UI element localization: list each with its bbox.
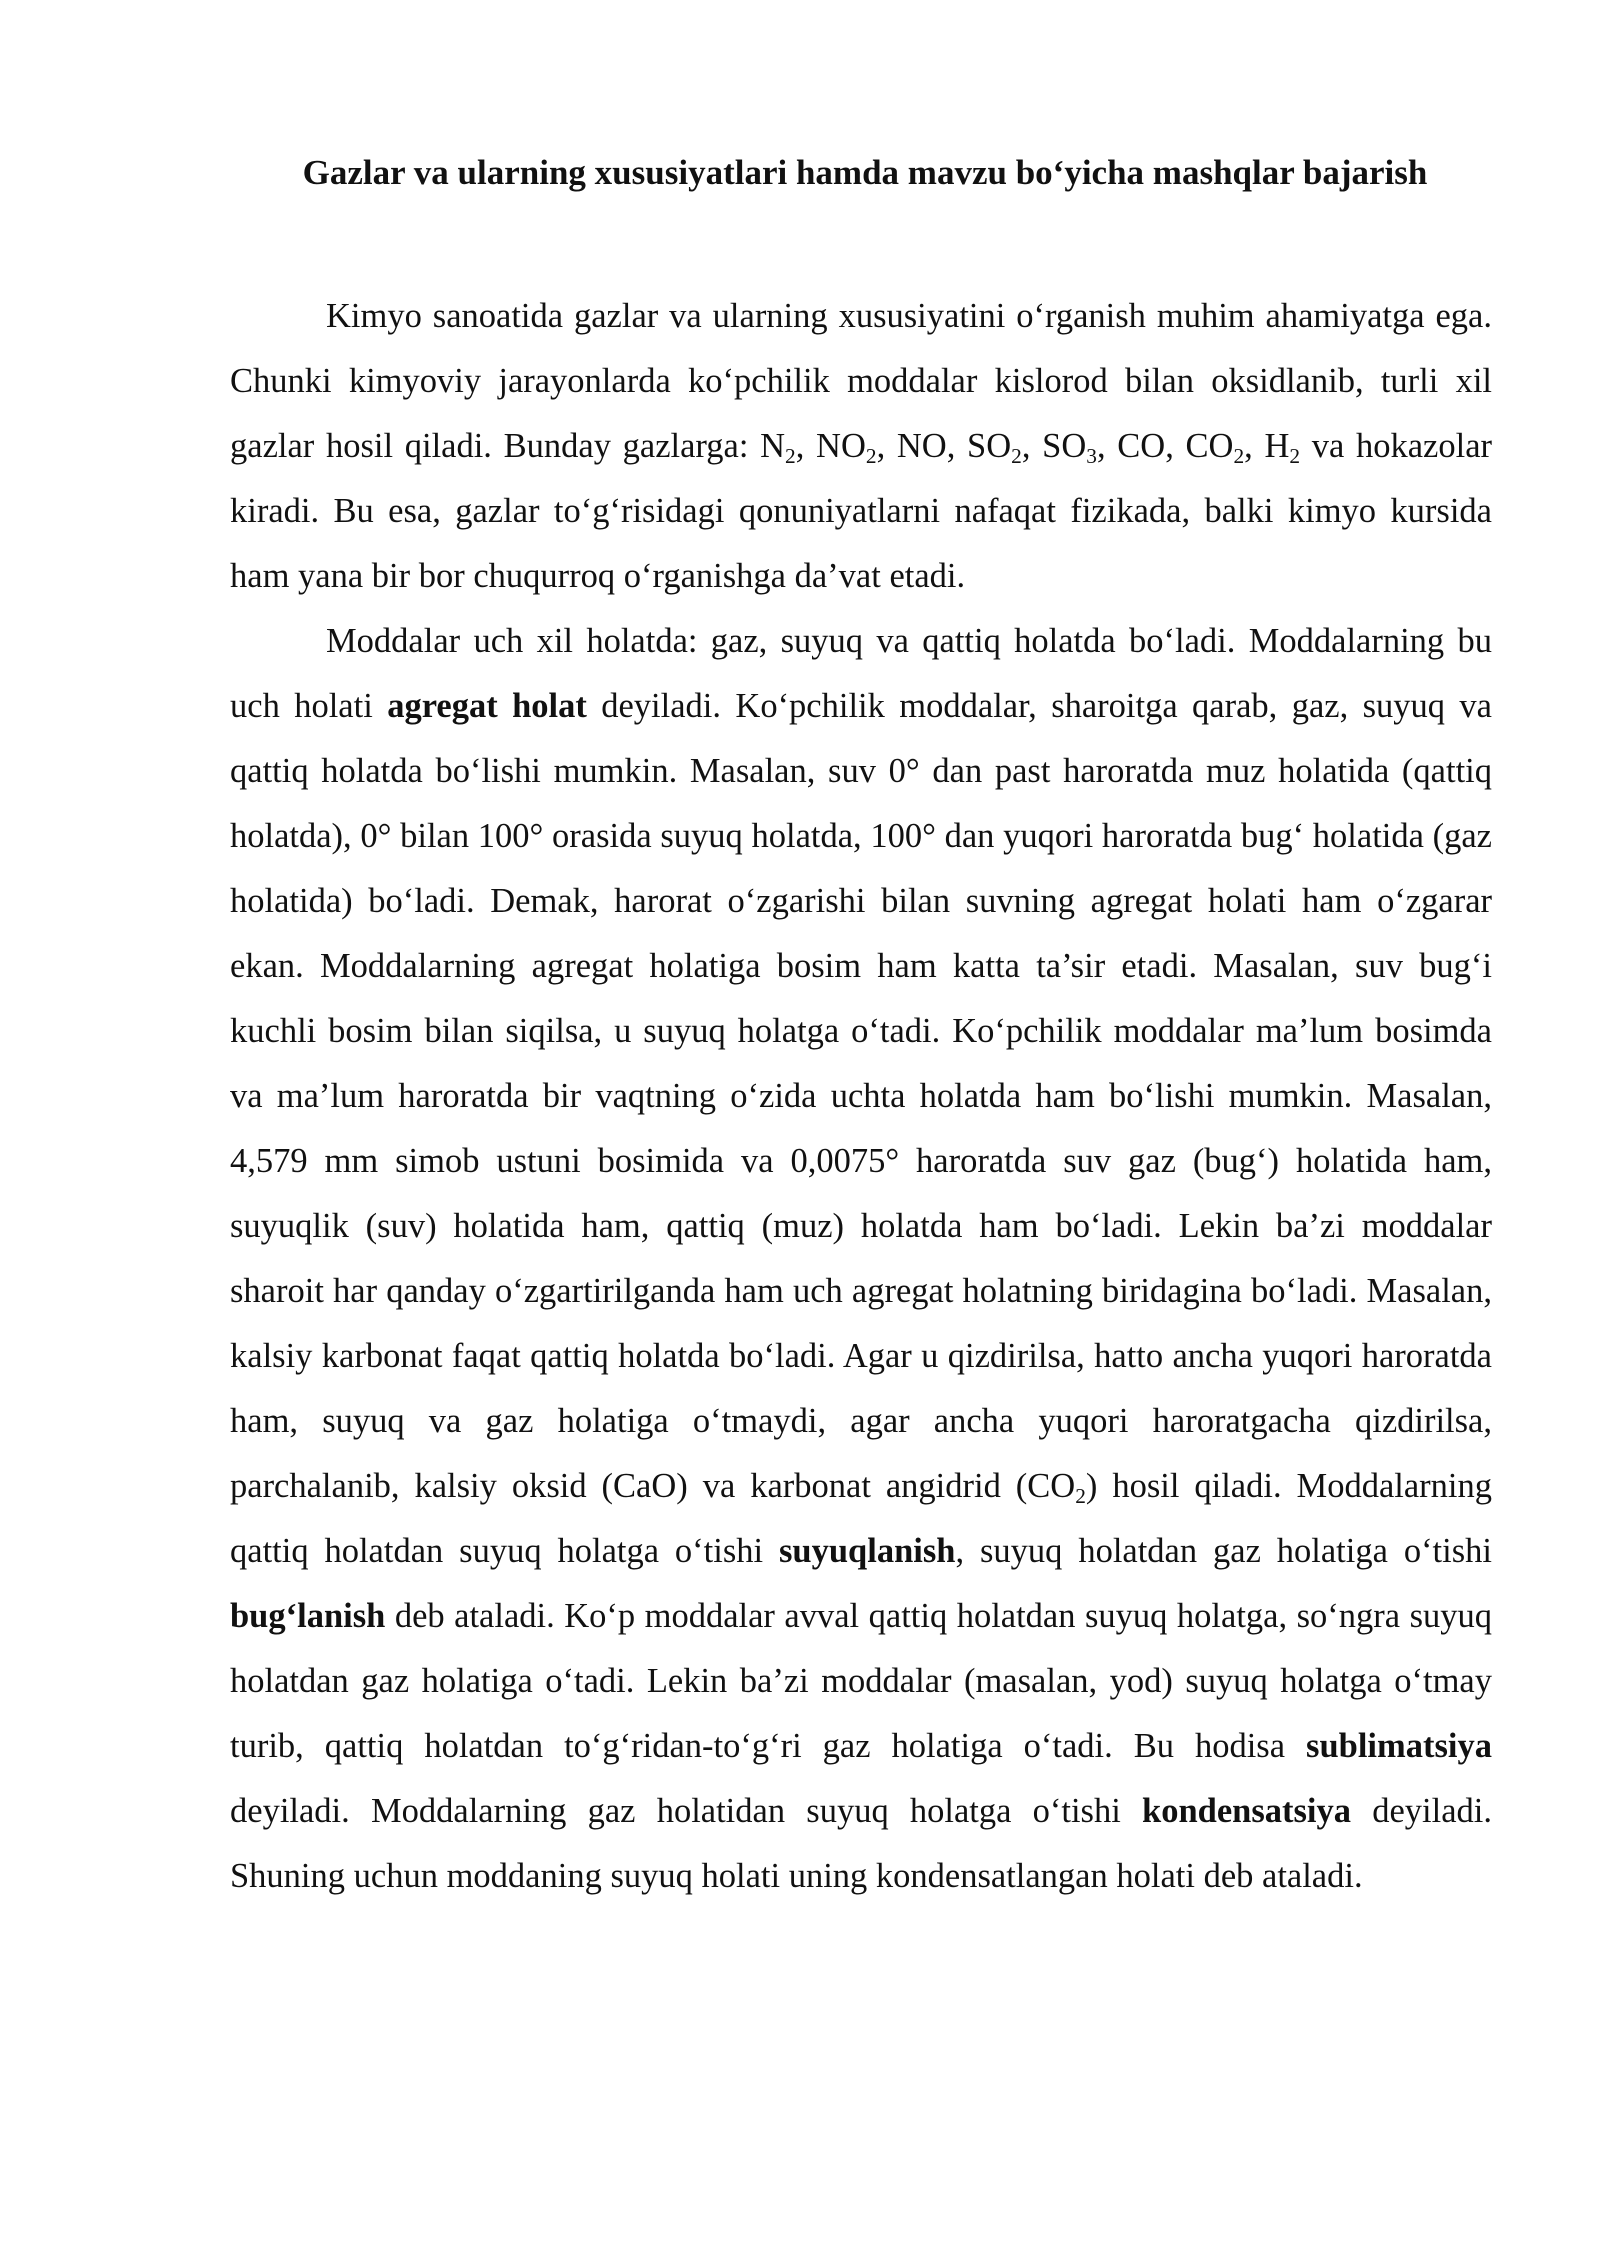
subscript: 2 <box>865 443 877 468</box>
subscript: 2 <box>1011 443 1022 468</box>
paragraph-intro <box>230 284 1492 609</box>
term-suyuqlanish: suyuqlanish <box>779 1532 956 1570</box>
text-run: deyiladi. Moddalarning gaz holatidan suyuq holatga o‘tishi <box>230 1792 1143 1830</box>
text-run: Kimyo sanoatida gazlar va ularning xususiyatini o‘rganish muhim ahamiyatga ega. Chunki kimyoviy jarayonlarda ko‘pchilik moddalar kislorod bilan oksidlanib, turli xil gazlar hosil qiladi. Bunday gazlarga: N <box>230 297 1492 465</box>
term-kondensatsiya: kondensatsiya <box>1142 1792 1352 1830</box>
text-run: , CO, CO <box>1096 427 1234 465</box>
paragraph-aggregate-states <box>230 609 1492 1909</box>
subscript: 3 <box>1086 443 1097 468</box>
text-run: deb ataladi. Ko‘p moddalar avval qattiq holatdan suyuq holatga, so‘ngra suyuq holatdan gaz holatiga o‘tadi. Lekin ba’zi moddalar (masalan, yod) suyuq holatga o‘tmay turib, qattiq holatdan to‘g‘ridan-to‘g‘ri gaz holatiga o‘tadi. Bu hodisa <box>230 1597 1492 1765</box>
document-title: Gazlar va ularning xususiyatlari hamda mavzu bo‘yicha mashqlar bajarish <box>302 153 1428 192</box>
subscript: 2 <box>1233 443 1245 468</box>
subscript: 2 <box>1289 443 1301 468</box>
text-run: ) hosil qiladi. Moddalarning qattiq holatdan suyuq holatga o‘tishi <box>230 1467 1492 1570</box>
text-run: , suyuq holatdan gaz holatiga o‘tishi <box>955 1532 1492 1570</box>
text-run: deyiladi. Shuning uchun moddaning suyuq holati uning kondensatlangan holati deb ataladi. <box>230 1792 1492 1895</box>
text-run: Moddalar uch xil holatda: gaz, suyuq va qattiq holatda bo‘ladi. Moddalarning bu uch holati <box>230 622 1492 725</box>
text-run: , NO, SO <box>876 427 1012 465</box>
document-body <box>230 284 1492 1909</box>
term-buglanish: bug‘lanish <box>230 1597 386 1635</box>
text-run: , SO <box>1021 427 1087 465</box>
term-agregat-holat: agregat holat <box>387 687 587 725</box>
term-sublimatsiya: sublimatsiya <box>1306 1727 1492 1765</box>
text-run: deyiladi. Ko‘pchilik moddalar, sharoitga qarab, gaz, suyuq va qattiq holatda bo‘lishi mumkin. Masalan, suv 0° dan past haroratda muz holatida (qattiq holatda), 0° bilan 100° orasida suyuq holatda, 100° dan yuqori haroratda bug‘ holatida (gaz holatida) bo‘ladi. Demak, harorat o‘zgarishi bilan suvning agregat holati ham o‘zgarar ekan. Moddalarning agregat holatiga bosim ham katta ta’sir etadi. Masalan, suv bug‘i kuchli bosim bilan siqilsa, u suyuq holatga o‘tadi. Ko‘pchilik moddalar ma’lum bosimda va ma’lum haroratda bir vaqtning o‘zida uchta holatda ham bo‘lishi mumkin. Masalan, 4,579 mm simob ustuni bosimida va 0,0075° haroratda suv gaz (bug‘) holatida ham, suyuqlik (suv) holatida ham, qattiq (muz) holatda ham bo‘ladi. Lekin ba’zi moddalar sharoit har qanday o‘zgartirilganda ham uch agregat holatning biridagina bo‘ladi. Masalan, kalsiy karbonat faqat qattiq holatda bo‘ladi. Agar u qizdirilsa, hatto ancha yuqori haroratda ham, suyuq va gaz holatiga o‘tmaydi, agar ancha yuqori haroratgacha qizdirilsa, parchalanib, kalsiy oksid (CaO) va karbonat angidrid (CO <box>230 687 1492 1505</box>
subscript: 2 <box>785 443 796 468</box>
text-run: va hokazolar kiradi. Bu esa, gazlar to‘g‘risidagi qonuniyatlarni nafaqat fizikada, balki kimyo kursida ham yana bir bor chuqurroq o‘rganishga da’vat etadi. <box>230 427 1493 595</box>
text-run: , H <box>1244 427 1290 465</box>
text-run: , NO <box>795 427 866 465</box>
subscript: 2 <box>1075 1483 1086 1508</box>
